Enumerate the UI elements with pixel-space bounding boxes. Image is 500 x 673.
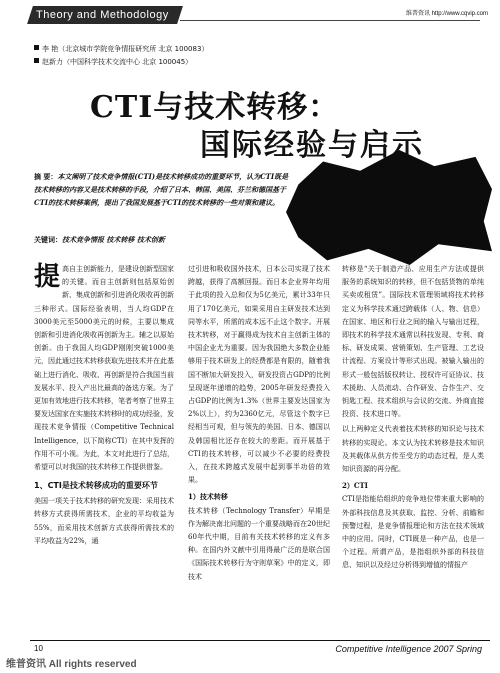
abstract-text: 本文阐明了技术竞争情报(CTI)是技术转移成功的重要环节，认为CTI既是技术转移的内容又是技术转移的手段，介绍了日本、韩国、美国、芬兰和德国基于CTI的技术转移案例，提出了我国发展基于CTI的技术转移的一些对策和建议。	[34, 172, 289, 207]
author-1-text: 李 艳（北京城市学院竞争情报研究所 北京 100083）	[42, 45, 209, 53]
drop-cap: 提	[34, 262, 61, 292]
ink-splash-graphic	[286, 150, 492, 265]
abstract-label: 摘 要：	[34, 172, 58, 181]
col3-paragraph-3: CTI是指能给组织的竞争地位带来重大影响的外部科技信息及其获取、监控、分析、前瞻和预警过程，是竞争情报理论和方法在技术领域中的应用。同时，CTI既是一种产品，也是一个过程。所谓产品，是指组织外部的科技信息、知识以及经过分析得到增值的情报产	[342, 495, 484, 570]
author-line-2	[34, 57, 192, 67]
intro-paragraph	[34, 263, 174, 474]
abstract-block	[34, 170, 294, 209]
header-divider	[180, 20, 480, 21]
journal-name: Competitive Intelligence 2007 Spring	[335, 644, 482, 654]
body-column-1	[34, 263, 174, 550]
body-column-2	[188, 263, 330, 586]
page-number: 10	[34, 644, 43, 653]
body-column-3	[342, 263, 484, 575]
keywords-block	[34, 235, 294, 245]
subsection-cti-heading: 2）CTI	[342, 481, 368, 491]
author-line-1	[34, 44, 208, 54]
col3-paragraph-1: 转移是“关于制造产品、应用生产方法或提供服务的系统知识的转移，但不包括货物的单纯买卖或租赁”。国际技术管理领域将技术转移定义为科学技术通过跨载体（人、物、信息）在国家、地区和行业之间的输入与输出过程，即技术的科学技术通常以科技发现、专利、商标、研发成果、营销策划、生产管理、工艺设计流程、方案设计等形式出现。被输入输出的形式一般包括版权转让、授权许可证协议、技术援助、人员流动、合作研发、合作生产、交钥匙工程、技术组织与会议的交流、外商直接投资、技术进口等。	[342, 265, 484, 419]
square-bullet-icon	[34, 58, 39, 63]
article-title-line-2: 国际经验与启示	[200, 128, 424, 163]
col2-paragraph-1: 过引进和吸收国外技术，日本公司实现了技术跨越，获得了高额回报。而日本企业界年均用于此项的投入总和仅为5亿美元，累计33年只用了170亿美元，如果采用自主研发技术达到同等水平，所需的成本远不止这个数字。开展技术转移，对于赢得成为技术自主创新主体的中国企业尤为重要。因为我国绝大多数企业能够用于技术研发上的经费都是有限的，随着我国不断加大研发投入，研发投资占GDP的比例呈现逐年递增的趋势，2005年研发经费投入占GDP的比例为1.3%（世界主要发达国家为2%以上），约为2360亿元，尽管这个数字已经相当可观，但与领先的美国、日本、德国以及韩国相比还存在较大的差距。而开展基于CTI的技术转移，可以减少不必要的经费投入，在技术跨越式发展中起到事半功倍的效果。	[188, 265, 330, 485]
square-bullet-icon	[34, 45, 39, 50]
author-2-text: 赵新力（中国科学技术交流中心 北京 100045）	[42, 58, 193, 66]
col2-paragraph-2: 技术转移（Technology Transfer）早期是作为解决南北问题的一个重要战略而在20世纪60年代中期，目前有关技术转移的定义有多种。在国内外文献中引用得最广泛的是联合国《国际技术转移行为守则草案》中的定义，即技术	[188, 506, 330, 581]
article-title-line-1: CTI与技术转移：	[90, 90, 340, 125]
site-tag: 维普资讯 http://www.cqvip.com	[405, 11, 488, 17]
keywords-label: 关键词：	[34, 235, 62, 244]
section-header-bar	[27, 6, 183, 24]
col3-paragraph-2: 以上两种定义代表着技术转移的知识论与技术转移的实现论。本文认为技术转移是技术知识及其载体从供方传至受方的动态过程，是人类知识资源的再分配。	[342, 425, 484, 474]
section-header-label: Theory and Methodology	[36, 9, 169, 21]
watermark-text: 维普资讯 All rights reserved	[6, 659, 137, 670]
section-1-heading: 1、CTI是技术转移成功的重要环节	[34, 481, 158, 491]
section-1-paragraph: 美国一项关于技术转移的研究发现：采用技术转移方式获得所需技术，企业的平均收益为55%，而采用技术创新方式获得所需技术的平均收益为22%，通	[34, 497, 174, 545]
subsection-tech-transfer-heading: 1）技术转移	[188, 492, 228, 502]
keywords-text: 技术竞争情报 技术转移 技术创新	[62, 235, 165, 244]
footer-divider	[30, 640, 490, 641]
intro-text: 高自主创新能力，是建设创新型国家的关键。而自主创新则包括原始创新、集成创新和引进消化吸收再创新三种形式。国际经验表明，当人均GDP在3000美元至5000美元的时候，主要以集成创新和引进消化吸收再创新为主。辅之以原始创新。由于我国人均GDP刚刚突破1000美元，因此通过技术转移获取先进技术并在此基础上进行消化、吸收、再创新是符合我国当前发展水平、投入产出比最高的备选方案。为了更加有效地进行技术转移，笔者考察了世界主要发达国家在实施技术转移时的成功经验，发现技术竞争情报（Competitive Technical Intelligence，以下简称CTI）在其中发挥的作用不可小视。为此，本文对此进行了总结，希望可以对我国的技术转移工作提供借鉴。	[34, 265, 175, 472]
